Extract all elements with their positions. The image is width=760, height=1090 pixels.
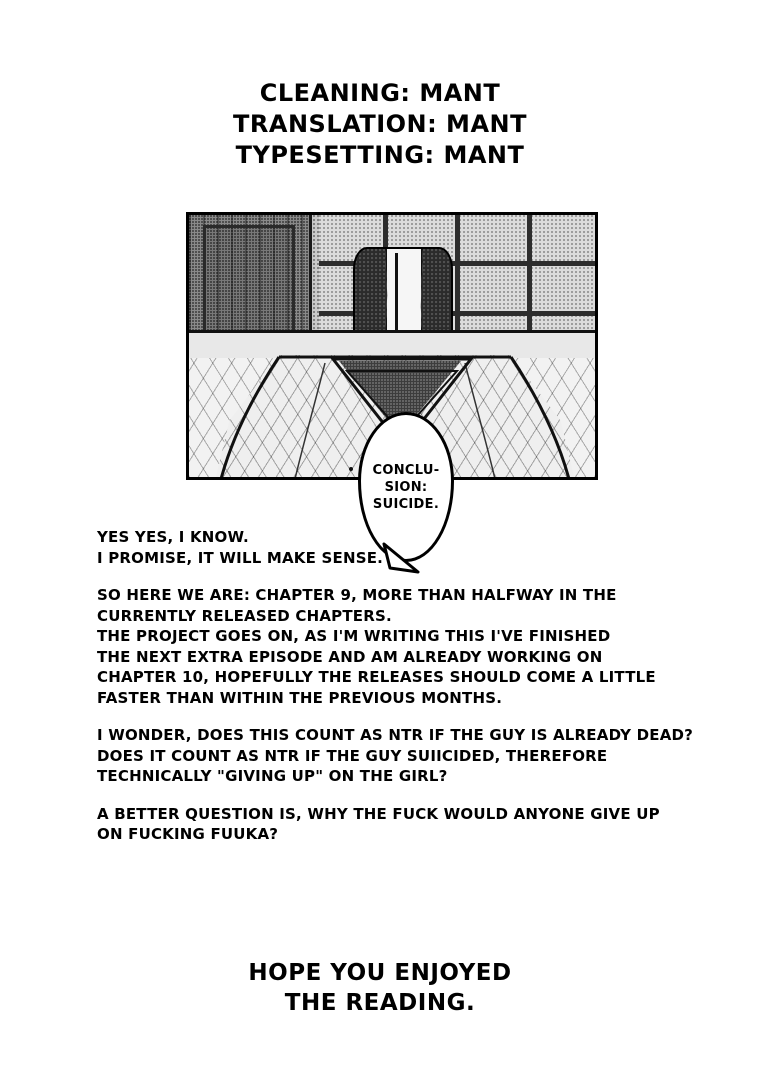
- closing-block: [0, 958, 760, 1018]
- credits-block: [0, 78, 760, 171]
- notes-line: DOES IT COUNT AS NTR IF THE GUY SUIICIDED, THEREFORE: [97, 746, 608, 765]
- notes-line: CHAPTER 10, HOPEFULLY THE RELEASES SHOULD COME A LITTLE: [97, 668, 656, 686]
- notes-paragraph-3: [97, 725, 694, 787]
- notes-line: SO HERE WE ARE: CHAPTER 9, MORE THAN HALFWAY IN THE: [97, 586, 617, 604]
- notes-line: FASTER THAN WITHIN THE PREVIOUS MONTHS.: [97, 688, 503, 707]
- closing-line-1: HOPE YOU ENJOYED: [248, 960, 512, 986]
- notes-line: THE NEXT EXTRA EPISODE AND AM ALREADY WORKING ON: [97, 647, 603, 666]
- speech-balloon-tail: [382, 542, 422, 578]
- notes-paragraph-2: [97, 585, 687, 708]
- credit-line-translation: TRANSLATION: MANT: [233, 110, 527, 138]
- balloon-line-2: SION:: [384, 479, 428, 495]
- notes-line: I PROMISE, IT WILL MAKE SENSE.: [97, 548, 384, 567]
- notes-line: I WONDER, DOES THIS COUNT AS NTR IF THE GUY IS ALREADY DEAD?: [97, 726, 694, 744]
- closing-line-2: THE READING.: [284, 990, 476, 1016]
- notes-line: TECHNICALLY "GIVING UP" ON THE GIRL?: [97, 767, 448, 785]
- credit-line-cleaning: CLEANING: MANT: [259, 79, 501, 107]
- balloon-line-1: CONCLU-: [372, 462, 440, 478]
- notes-line: CURRENTLY RELEASED CHAPTERS.: [97, 606, 392, 625]
- credit-line-typesetting: TYPESETTING: MANT: [235, 141, 525, 169]
- notes-line: YES YES, I KNOW.: [97, 528, 249, 546]
- manga-panel: [186, 212, 598, 512]
- notes-paragraph-4: [97, 804, 687, 845]
- notes-line: THE PROJECT GOES ON, AS I'M WRITING THIS I'VE FINISHED: [97, 627, 611, 645]
- speech-balloon-text: [361, 462, 451, 513]
- panel-splatter: [349, 467, 353, 471]
- notes-line: A BETTER QUESTION IS, WHY THE FUCK WOULD ANYONE GIVE UP: [97, 804, 660, 823]
- balloon-line-3: SUICIDE.: [372, 496, 440, 512]
- panel-figure-torso: [353, 247, 453, 343]
- notes-line: ON FUCKING FUUKA?: [97, 825, 279, 843]
